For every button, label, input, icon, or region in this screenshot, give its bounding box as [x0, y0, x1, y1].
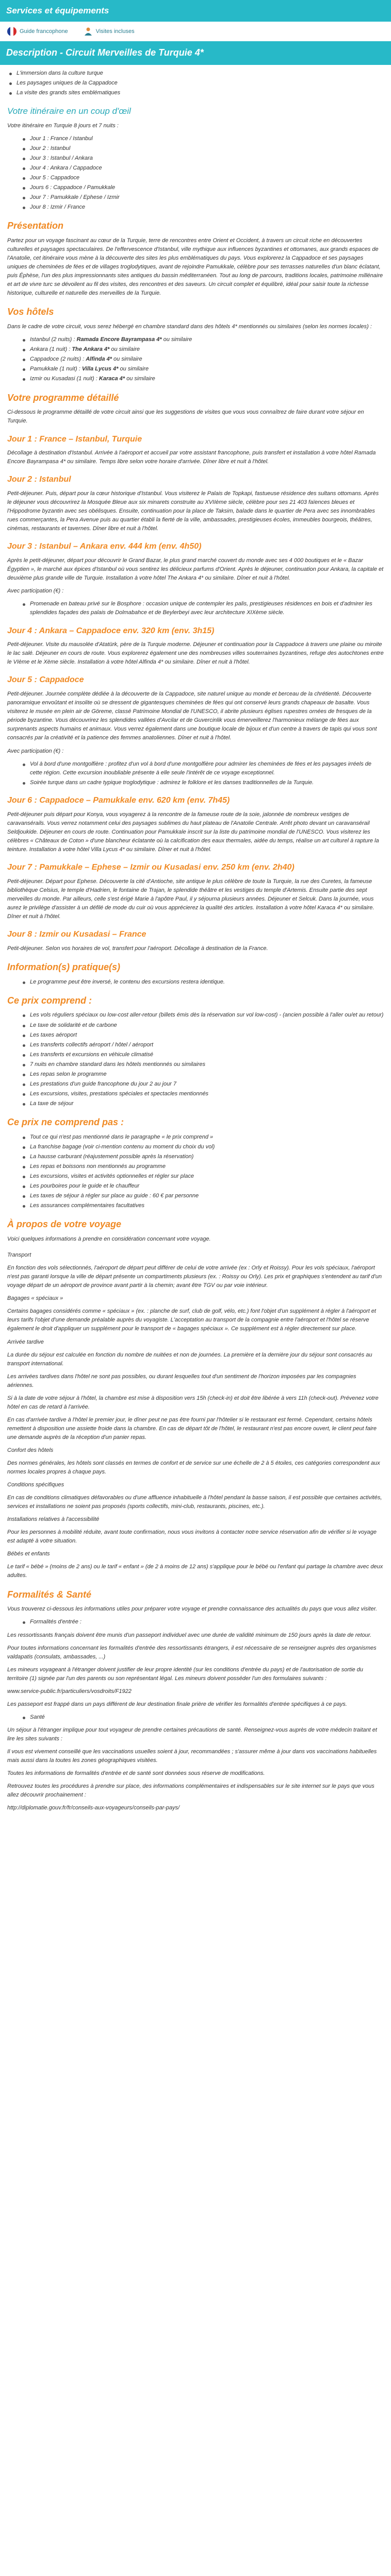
day6-text: Petit-déjeuner puis départ pour Konya, vous voyagerez à la rencontre de la fameuse route de la soie, jalonnée de nombreux vestiges de caravansérails. Vous verrez notamment celui des paysages sublimes du haut plateau de l'Anatolie Centrale. Arrêt photo devant un caravansérail Seldjoukide. Déjeuner en cours de route. Continuation pour Pamukkale inscrit sur la liste du patrimoine mondial de l'UNESCO. Vous visiterez les célèbres « Châteaux de Coton » d'une blancheur éclatante où la calcification des eaux thermales, aidée du temps, réalise un art culturel à rapture la teinture. Installation à votre hôtel Villa Lycus 4* ou similaire. Dîner et nuit à l'hôtel. [7, 811, 379, 853]
about-paragraph: Confort des hôtels [7, 1447, 54, 1453]
about-paragraph: Certains bagages considérés comme « spéciaux » (ex. : planche de surf, club de golf, vélo, etc.) font l'objet d'un supplément à régler à l'aéroport et leurs tarifs l'objet d'une demande préalable auprès du voyagiste. L'acceptation au transport de la compagnie entre l'aéroport et l'hôtel se réserve également le droit d'appliquer un supplément pour le transport de « bagages spéciaux ». Ce supplément est à régler directement sur place. [7, 1308, 376, 1332]
list-item: Izmir ou Kusadasi (1 nuit) : Karaca 4* ou similaire [21, 375, 384, 383]
hotels-title: Vos hôtels [7, 307, 54, 317]
day7-text: Petit-déjeuner. Départ pour Ephese. Découverte la cité d'Antioche, site antique le plus célèbre de toute la Turquie, la rue des Curetes, la fameuse bibliothèque Celsius, le temple d'Hadrien, le fontaine de Trajan, le splendide théâtre et les vestiges du temple d'Artemis. Ensuite partie des sept merveilles du monde. Par ailleurs, celle s'est érigé Marie à l'apôtre Paul, il y séjourna plusieurs années. Déjeuner et Selcuk. Dans la journée, vous aurez le privilège d'assister à un défilé de mode du cuir où vous apprécierez la qualité des articles. Installation à votre hôtel Karaca 4* ou similaire. Dîner et nuit à l'hôtel. [7, 878, 374, 920]
guide-label: Guide francophone [20, 28, 68, 35]
day3-text: Après le petit-déjeuner, départ pour découvrir le Grand Bazar, le plus grand marché couvert du monde avec ses 4 000 boutiques et le « Bazar Égyptien », le marché aux épices d'Istanbul où vous sentirez les délicieux parfums d'Orient. Après le déjeuner, continuation pour Ankara, la capitale et deuxième plus grande ville de Turquie. Installation à votre hôtel The Ankara 4* ou similaire. Dîner et nuit à l'hôtel. [7, 557, 384, 582]
day4-title: Jour 4 : Ankara – Cappadoce env. 320 km (env. 3h15) [7, 626, 215, 635]
list-item: Pamukkale (1 nuit) : Villa Lycus 4* ou similaire [21, 365, 384, 374]
list-item: Les pourboires pour le guide et le chauffeur [21, 1182, 384, 1191]
list-item: Jours 6 : Cappadoce / Pamukkale [21, 183, 384, 192]
info-title: Information(s) pratique(s) [7, 961, 120, 972]
about-paragraph: Transport [7, 1252, 31, 1259]
programme-title: Votre programme détaillé [7, 392, 119, 403]
health-bullet [7, 1713, 384, 1722]
day3-options-label: Avec participation (€) : [7, 588, 64, 595]
day5-title: Jour 5 : Cappadoce [7, 675, 84, 685]
about-title: À propos de votre voyage [7, 1219, 122, 1230]
health-text: Il vous est vivement conseillé que les vaccinations usuelles soient à jour, recommandées ; s'assurer même à jour dans vos vaccinations habituelles mais aussi dans la toutes les zones géographiques visitées. [7, 1748, 377, 1764]
list-item: Jour 1 : France / Istanbul [21, 134, 384, 143]
about-paragraph: Bagages « spéciaux » [7, 1295, 63, 1302]
about-paragraph: Les arrivées tardives dans l'hôtel ne sont pas possibles, ou durant lesquelles tout d'un sentiment de l'horizon imposées par les compagnies aériennes. [7, 1373, 356, 1388]
list-item: Cappadoce (2 nuits) : Alfinda 4* ou similaire [21, 355, 384, 364]
hotels-intro: Dans le cadre de votre circuit, vous serez hébergé en chambre standard dans des hôtels 4* mentionnés ou similaires (selon les normes locales) : [7, 324, 372, 330]
day2-text: Petit-déjeuner. Puis, départ pour la cœur historique d'Istanbul. Vous visiterez le Palais de Topkapi, fastueuse résidence des sultans ottomans. Après le déjeuner vous découvrirez la Mosquée Bleue aux six minarets construite au XVIIème siècle, célèbre pour ses 21 403 faïences bleues et l'Hippodrome byzantin avec ses obélisques. Ensuite, continuation pour la place de Taksim, balade dans le quartier de Pera avec ses innombrables rues commerçantes, la Pera Avenue puis au quartier établi la fierté de la ville, ambassades, prestigieuses écoles, immeubles bourgeois, théâtres, cinémas, restaurants et tavernes. Dîner libre et nuit à l'hôtel. [7, 490, 379, 532]
list-item: Les transferts collectifs aéroport / hôtel / aéroport [21, 1041, 384, 1049]
health-text: Un séjour à l'étranger implique pour tout voyageur de prendre certaines précautions de santé. Renseignez-vous auprès de votre médecin traitant et lire les sites suivants : [7, 1726, 377, 1742]
services-title: Services et équipements [6, 6, 109, 15]
about-paragraph: Le tarif « bébé » (moins de 2 ans) ou le tarif « enfant » (de 2 à moins de 12 ans) s'applique pour le bébé ou l'enfant qui partage la chambre avec deux adultes. [7, 1564, 383, 1579]
list-item: Les repas selon le programme [21, 1070, 384, 1079]
list-item: La franchise bagage (voir ci-mention contenu au moment du choix du vol) [21, 1143, 384, 1151]
itinerary-list [7, 134, 384, 212]
list-item: Les taxes aéroport [21, 1031, 384, 1040]
about-paragraph: En cas de conditions climatiques défavorables ou d'une affluence inhabituelle à l'hôtel pendant la basse saison, il est possible que certaines activités, services et installations ne soient pas proposés (sports collectifs, mini-club, restaurants, piscines, etc.). [7, 1495, 382, 1510]
list-item: Formalités d'entrée : [21, 1618, 384, 1626]
day8-title: Jour 8 : Izmir ou Kusadasi – France [7, 929, 146, 939]
list-item: Jour 8 : Izmir / France [21, 203, 384, 212]
list-item: Jour 5 : Cappadoce [21, 174, 384, 182]
list-item: Jour 4 : Ankara / Cappadoce [21, 164, 384, 173]
list-item: Promenade en bateau privé sur le Bosphore : occasion unique de contempler les palis, prestigieuses résidences en bois et d'admirer les splendides façades des palais de Dolmabahce et de Beylerbeyi avec leur architecture XIXème siècle. [21, 600, 384, 617]
day5-text: Petit-déjeuner. Journée complète dédiée à la découverte de la Cappadoce, site naturel unique au monde et berceau de la chrétienté. Découverte panoramique envoûtant et insolite où se dressent de gigantesques cheminées de fées qui ont conservé leurs grands chapeaux de basalte. Vous visiterez le musée en plein air de Göreme, classé Patrimoine Mondial de l'UNESCO, il abrite plusieurs églises rupestres ornées de fresques de la période byzantine. Vous découvrirez les splendides vallées d'Avcilar et de Guvercinlik vous émerveillerez l'harmonieux mélange de fées aux surprenants aspects humains et animaux. Vous verrez également dans une boutique locale de bijoux et d'un centre à travers de tapis qui vous sont consacrés par la créativité et la patience des femmes anatoliennes. Dîner et nuit à l'hôtel. [7, 691, 377, 741]
day6-title: Jour 6 : Cappadoce – Pamukkale env. 620 km (env. 7h45) [7, 795, 230, 805]
list-item: Le taxe de solidarité et de carbone [21, 1021, 384, 1030]
day3-title: Jour 3 : Istanbul – Ankara env. 444 km (env. 4h50) [7, 542, 202, 551]
formalities-link[interactable]: www.service-public.fr/particuliers/vosdroits/F1922 [7, 1688, 132, 1694]
list-item: La hausse carburant (réajustement possible après la réservation) [21, 1153, 384, 1161]
formalities-intro: Vous trouverez ci-dessous les informations utiles pour préparer votre voyage et prendre connaissance des actualités du pays que vous allez visiter. [7, 1606, 378, 1613]
formalities-text: Les mineurs voyageant à l'étranger doivent justifier de leur propre identité (sur les conditions d'entrée du pays) et de l'autorisation de sortie du territoire (1) signée par l'un des parents ou son représentant légal. Les mineurs doivent posséder l'un des formulaires suivants : [7, 1666, 363, 1682]
day7-title: Jour 7 : Pamukkale – Ephese – Izmir ou Kusadasi env. 250 km (env. 2h40) [7, 862, 295, 872]
list-item: Les assurances complémentaires facultatives [21, 1201, 384, 1210]
list-item: Santé [21, 1713, 384, 1722]
about-paragraph: La durée du séjour est calculée en fonction du nombre de nuitées et non de journées. La première et la dernière jour du séjour sont consacrés au transport international. [7, 1351, 372, 1367]
list-item: Vol à bord d'une montgolfière : profitez d'un vol à bord d'une montgolfière pour admirer les cheminées de fées et les paysages irréels de cette région. Cette excursion inoubliable présente à elle seule l'intérêt de ce voyage exceptionnel. [21, 760, 384, 777]
price-excludes-list [7, 1133, 384, 1210]
itinerary-title: Votre itinéraire en un coup d'œil [7, 106, 131, 116]
list-item: Les excursions, visites, prestations spéciales et spectacles mentionnés [21, 1090, 384, 1098]
presentation-title: Présentation [7, 221, 64, 231]
day5-options [7, 760, 384, 787]
day4-text: Petit-déjeuner. Visite du mausolée d'Atatürk, père de la Turquie moderne. Déjeuner et continuation pour la Cappadoce à travers une plaine ou miroite le lac salé. Déjeuner en cours de route. Vous explorerez également une des nombreuses villes souterraines byzantines, refuge des autochtones entre le VIème et le Xème siècle. Installation à votre hôtel Alfinda 4* ou similaire. Dîner et nuit à l'hôtel. [7, 641, 384, 666]
description-title: Description - Circuit Merveilles de Turquie 4* [6, 47, 204, 58]
about-paragraph: En cas d'arrivée tardive à l'hôtel le premier jour, le dîner peut ne pas être fourni par l'hôtelier si le restaurant est fermé. Cependant, certains hôtels remettent à disposition une assiette froide dans la chambre. En cas de départ tôt de l'hôtel, le restaurant n'est pas encore ouvert, le client peut faire une demande auprès de la réception d'un panier repas. [7, 1416, 377, 1440]
list-item: Istanbul (2 nuits) : Ramada Encore Bayrampasa 4* ou similaire [21, 335, 384, 344]
price-excludes-title: Ce prix ne comprend pas : [7, 1116, 124, 1127]
programme-intro: Ci-dessous le programme détaillé de votre circuit ainsi que les suggestions de visites que vous vous connaîtrez de faire durant votre séjour en Turquie. [7, 409, 364, 425]
description-banner [0, 41, 391, 65]
list-item: Jour 2 : Istanbul [21, 144, 384, 153]
formalities-text: Les ressortissants français doivent être munis d'un passeport individuel avec une durée de validité minimum de 150 jours après la date de retour. [7, 1632, 372, 1638]
price-includes-title: Ce prix comprend : [7, 995, 92, 1006]
visits-item [84, 27, 135, 36]
about-paragraph: Arrivée tardive [7, 1338, 44, 1345]
health-text: Retrouvez toutes les procédures à prendre sur place, des informations complémentaires et indispensables sur le site internet sur le pays que vous allez découvrir prochainement : [7, 1783, 374, 1799]
about-paragraph: Bébés et enfants [7, 1551, 50, 1557]
list-item: Les taxes de séjour à régler sur place au guide : 60 € par personne [21, 1192, 384, 1200]
about-paragraph: Installations relatives à l'accessibilité [7, 1516, 100, 1523]
visits-label: Visites incluses [95, 28, 135, 35]
hotels-list [7, 335, 384, 383]
about-paragraph: En fonction des vols sélectionnés, l'aéroport de départ peut différer de celui de votre arrivée (ex : Orly et Roissy). Pour les vols spéciaux, l'aéroport n'est pas garanti lorsque la ville de départ présente un compartiments plusieurs (ex. : Roissy ou Orly). Les prix et graphiques s'entendent au tarif d'un voyage départ de un aéroport de province avant partir à la chemin; avant être TGV ou par voie intérieur. [7, 1265, 382, 1289]
list-item: L'immersion dans la culture turque [7, 69, 384, 78]
guide-item [7, 27, 68, 36]
about-paragraph: Si à la date de votre séjour à l'hôtel, la chambre est mise à disposition vers 15h (check-in) et doit être libérée à vers 11h (check-out). Prévenez votre hôtel en cas de retard à l'arrivée. [7, 1395, 379, 1410]
list-item: La taxe de séjour [21, 1099, 384, 1108]
info-list [7, 978, 384, 987]
day8-text: Petit-déjeuner. Selon vos horaires de vol, transfert pour l'aéroport. Décollage à destination de la France. [7, 945, 268, 952]
list-item: Jour 7 : Pamukkale / Ephese / Izmir [21, 193, 384, 202]
list-item: Jour 3 : Istanbul / Ankara [21, 154, 384, 163]
about-intro: Voici quelques informations à prendre en considération concernant votre voyage. [7, 1236, 211, 1243]
formalities-text: Pour toutes informations concernant les formalités d'entrée des ressortissants étrangers, il est nécessaire de se renseigner auprès des organismes valdapatis (consulats, ambassades, ...) [7, 1645, 377, 1660]
itinerary-intro: Votre itinéraire en Turquie 8 jours et 7 nuits : [7, 122, 119, 129]
content [0, 69, 391, 1812]
day1-text: Décollage à destination d'Istanbul. Arrivée à l'aéroport et accueil par votre assistant francophone, puis transfert et installation à votre hôtel Ramada Encore Bayrampasa 4* ou similaire. Temps libre selon votre horaire d'arrivée. Dîner libre et nuit à l'hôtel. [7, 450, 376, 465]
services-banner [0, 0, 391, 22]
health-link[interactable]: http://diplomatie.gouv.fr/fr/conseils-aux-voyageurs/conseils-par-pays/ [7, 1805, 180, 1811]
day5-options-label: Avec participation (€) : [7, 748, 64, 754]
list-item: Les repas et boissons non mentionnés au programme [21, 1162, 384, 1171]
about-body [7, 1251, 384, 1580]
formalities-title: Formalités & Santé [7, 1589, 92, 1600]
list-item: Ankara (1 nuit) : The Ankara 4* ou similaire [21, 345, 384, 354]
day3-options [7, 600, 384, 617]
about-paragraph: Des normes générales, les hôtels sont classés en termes de confort et de service sur une échelle de 2 à 5 étoiles, ces catégories correspondent aux normes locales propres à chaque pays. [7, 1460, 380, 1476]
list-item: 7 nuits en chambre standard dans les hôtels mentionnés ou similaires [21, 1060, 384, 1069]
health-text: Toutes les informations de formalités d'entrée et de santé sont données sous réserve de modifications. [7, 1770, 265, 1777]
formalities-text: Les passeport est frappé dans un pays différent de leur destination finale prière de vérifier les formalités d'entrée spécifiques à ce pays. [7, 1701, 347, 1707]
list-item: Les excursions, visites et activités optionnelles et régler sur place [21, 1172, 384, 1181]
day2-title: Jour 2 : Istanbul [7, 475, 71, 484]
list-item: Tout ce qui n'est pas mentionné dans le paragraphe « le prix comprend » [21, 1133, 384, 1142]
services-row [0, 22, 391, 41]
list-item: Les vols réguliers spéciaux ou low-cost aller-retour (billets émis dès la réservation sur vol low-cost) - (ancien possible à l'aller ou/et au retour) [21, 1011, 384, 1020]
price-includes-list [7, 1011, 384, 1108]
about-paragraph: Pour les personnes à mobilité réduite, avant toute confirmation, nous vous invitons à contacter notre service réservation afin de vérifier si le voyage est adapté à votre situation. [7, 1529, 377, 1545]
list-item: Les prestations d'un guide francophone du jour 2 au jour 7 [21, 1080, 384, 1089]
list-item: Les transferts et excursions en véhicule climatisé [21, 1050, 384, 1059]
person-icon [84, 27, 93, 36]
formalities-bullet [7, 1618, 384, 1626]
day1-title: Jour 1 : France – Istanbul, Turquie [7, 434, 142, 444]
list-item: Soirée turque dans un cadre typique troglodytique : admirez le folklore et les danses traditionnelles de la Turquie. [21, 778, 384, 787]
about-paragraph: Conditions spécifiques [7, 1482, 64, 1488]
list-item: La visite des grands sites emblématiques [7, 89, 384, 97]
list-item: Le programme peut être inversé, le contenu des excursions restera identique. [21, 978, 384, 987]
french-flag-icon [7, 27, 17, 36]
presentation-text: Partez pour un voyage fascinant au cœur de la Turquie, terre de rencontres entre Orient et Occident, à travers un circuit riche en découvertes culturelles et paysages spectaculaires. De l'effervescence d'Istanbul, ville mythique aux influences byzantines et ottomanes, aux grands espaces de l'Anatolie, cet itinéraire vous mène à la découverte des sites les plus emblématiques du pays. Vous explorerez la Cappadoce et ses paysages uniques de cheminées de fées et de villages troglodytiques, avant de rejoindre Pamukkale, célèbre pour ses terrasses naturelles d'un blanc éclatant, puis Éphèse, l'un des plus impressionnants sites antiques du bassin méditerranéen. Tout au long de parcours, traditions locales, patrimoine millénaire et art de vivre turc se dévoilent au fil des visites, des rencontres et des saveurs. Un circuit complet et équilibré, idéal pour saisir toute la richesse historique, culturelle et naturelle des merveilles de la Turquie. [7, 238, 383, 297]
highlights-list [7, 69, 384, 97]
list-item: Les paysages uniques de la Cappadoce [7, 79, 384, 88]
